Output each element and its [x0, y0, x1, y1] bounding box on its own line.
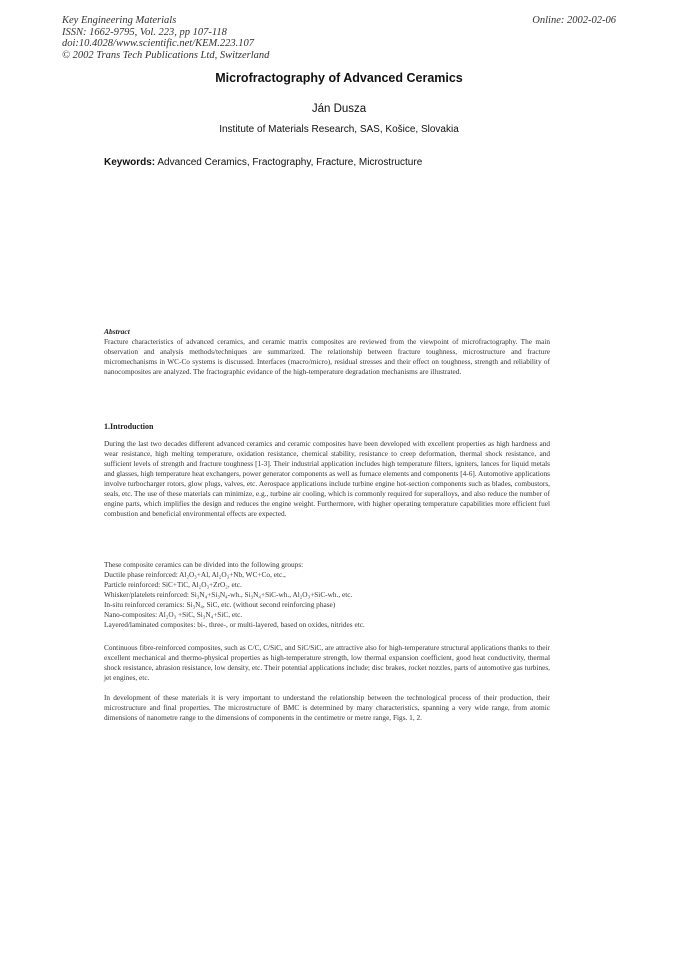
doi-line: doi:10.4028/www.scientific.net/KEM.223.107 — [62, 38, 254, 49]
list-item: In-situ reinforced ceramics: Si₃N₄, SiC, etc. (without second reinforcing phase) — [104, 600, 336, 609]
abstract-text: Fracture characteristics of advanced ceramics, and ceramic matrix composites are reviewed from the viewpoint of microfractography. The main observation and analysis methods/techniques are summarized. The relationship between fracture toughness, microstructure and fracture micromechanisms in WC-Co systems is discussed. Interfaces (macro/micro), residual stresses and their effect on toughness, strength and reliability of nanocomposites are analyzed. The fractographic evidance of the high-temperature degradation mechanisms are illustrated. — [104, 337, 550, 376]
issn-line: ISSN: 1662-9795, Vol. 223, pp 107-118 — [62, 26, 227, 38]
online-date: Online: 2002-02-06 — [532, 15, 616, 26]
journal-header — [62, 15, 269, 61]
author-name: Ján Dusza — [311, 103, 367, 115]
copyright-line: © 2002 Trans Tech Publications Ltd, Switzerland — [62, 49, 270, 61]
list-item: Ductile phase reinforced: Al₂O₃+Al, Al₂O₃+Nb, WC+Co, etc., — [104, 570, 286, 579]
list-item: Whisker/platelets reinforced: Si₃N₄+Si₃N₄-wh., Si₃N₄+SiC-wh., Al₂O₃+SiC-wh., etc. — [104, 590, 353, 599]
journal-name: Key Engineering Materials — [62, 15, 177, 26]
list-item: Nano-composites: Al₂O₃ +SiC, Si₃N₄+SiC, etc. — [104, 610, 243, 619]
intro-paragraph-3: In development of these materials it is very important to understand the relationship between the technological process of their production, their microstructure and final properties. The microstructure of BMC is determined by many characteristics, spanning a very wide range, from atomic dimensions of nanometre range to the dimensions of components in the centimetre or metre range, Figs. 1, 2. — [104, 693, 550, 722]
keywords-label: Keywords: — [104, 157, 156, 168]
keywords-text: Advanced Ceramics, Fractography, Fracture, Microstructure — [157, 157, 423, 168]
intro-paragraph-1: During the last two decades different advanced ceramics and ceramic composites have been developed with excellent properties as high hardness and wear resistance, high melting temperature, oxidation resistance, chemical stability, resistance to creep deformation, thermal shock resistance, and sufficient levels of strength and fracture toughness [1-3]. Their industrial application includes high temperature filters, igniters, lances for liquid metals and glasses, high temperature heat exchangers, power generator components as well as furnace elements and components [4-6]. Automotive applications involve turbocharger rotors, glow plugs, valves, etc. Aerospace applications include turbine engine hot-section components such as blades, combustors, seals, etc. The use of these materials can minimize, e.g., turbine air cooling, which is commonly required for superalloys, and also reduce the number of engine parts, which implifies the design and reduces the engine weight. Furthermore, with higher operating temperature capabilities more efficient fuel combustion and beneficial environmental effects are expected. — [104, 439, 550, 518]
abstract-heading: Abstract — [104, 327, 130, 336]
paper-title: Microfractography of Advanced Ceramics — [215, 71, 463, 85]
introduction-heading: 1.Introduction — [104, 422, 154, 431]
list-item: Layered/laminated composites: bi-, three-, or multi-layered, based on oxides, nitrides etc. — [104, 620, 365, 629]
intro-paragraph-2: Continuous fibre-reinforced composites, such as C/C, C/SiC, and SiC/SiC, are attractive also for high-temperature structural applications thanks to their excellent mechanical and thermo-physical properties as high-temperature strength, low thermal expansion coefficient, good heat conductivity, thermal shock resistance, abrasion resistance, low density, etc. Their potential applications include; disc brakes, rocket nozzles, parts of automotive gas turbines, jet engines, etc. — [104, 643, 550, 682]
composite-groups-list — [104, 560, 550, 630]
keywords-line — [104, 157, 422, 168]
affiliation: Institute of Materials Research, SAS, Košice, Slovakia — [219, 124, 459, 135]
list-item: Particle reinforced: SiC+TiC, Al₂O₃+ZrO₂, etc. — [104, 580, 242, 589]
list-item: These composite ceramics can be divided into the following groups: — [104, 560, 304, 569]
